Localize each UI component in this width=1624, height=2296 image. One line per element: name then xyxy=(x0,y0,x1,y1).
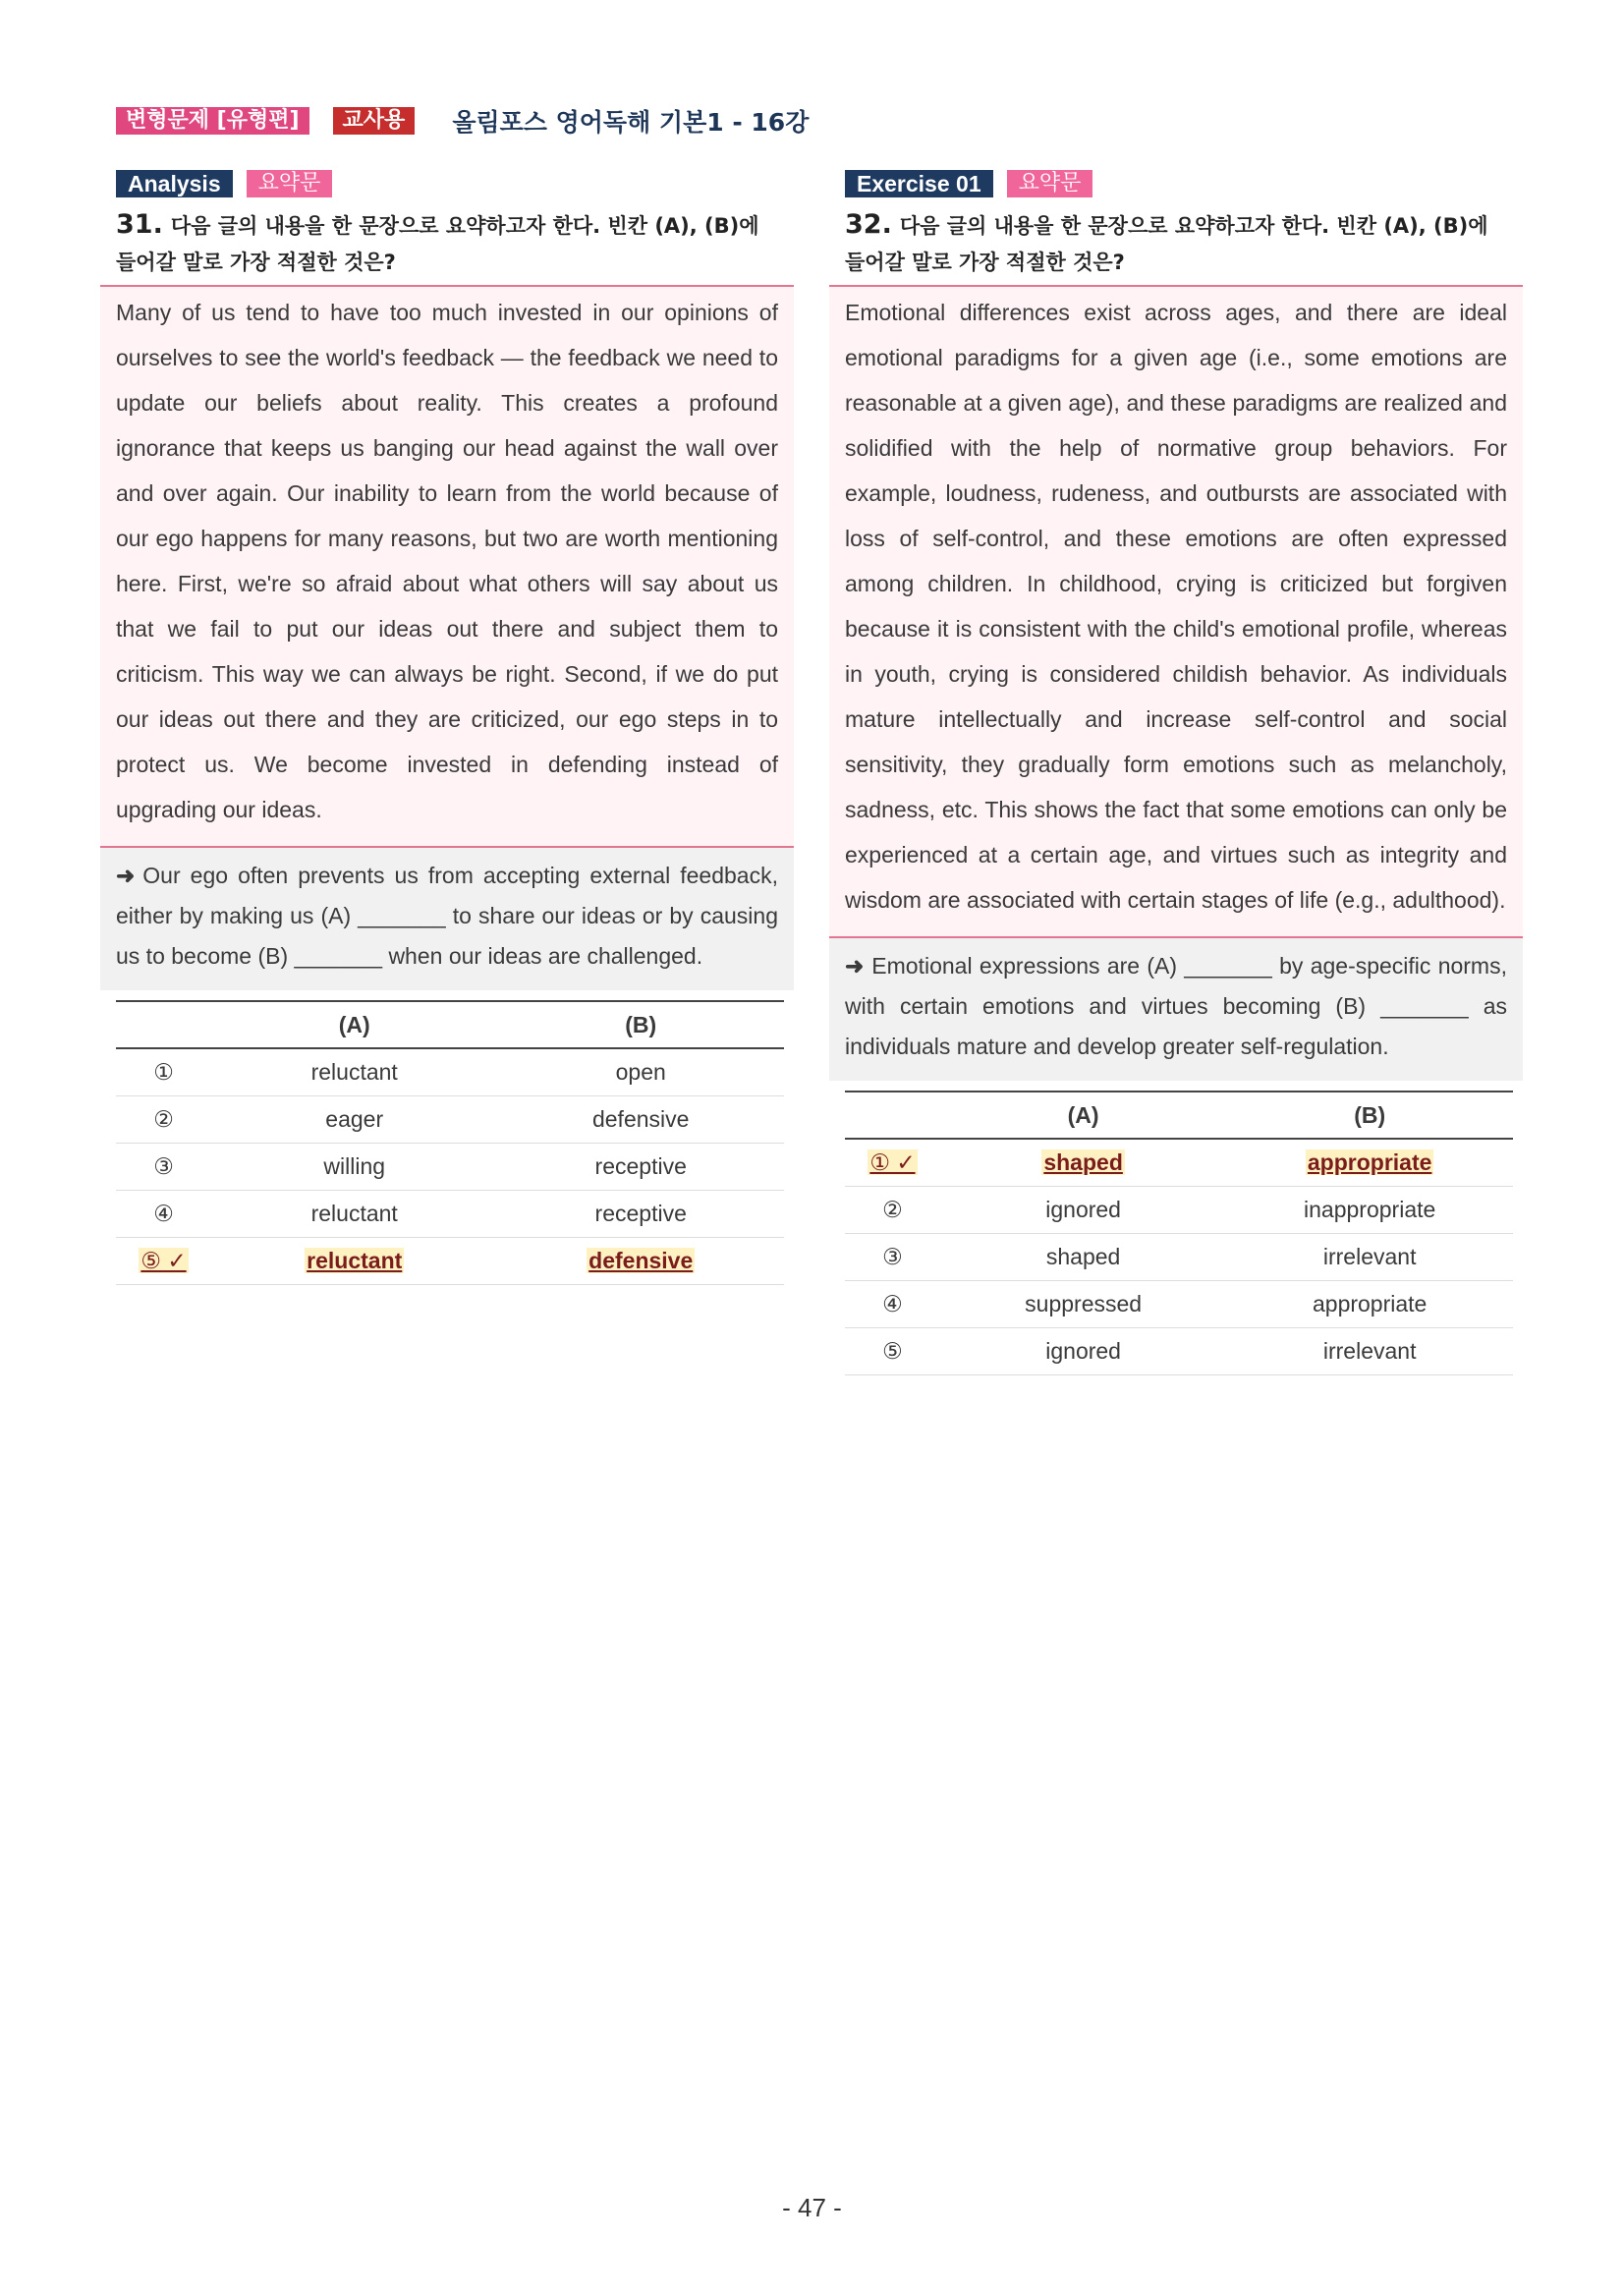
choices-header xyxy=(116,1001,784,1048)
type-tag: 요약문 xyxy=(1007,170,1093,197)
choice-a: shaped xyxy=(940,1234,1226,1281)
type-tag: 요약문 xyxy=(247,170,333,197)
choice-row[interactable] xyxy=(116,1144,784,1191)
right-column xyxy=(845,169,1539,1375)
choice-a: suppressed xyxy=(940,1281,1226,1328)
choice-row[interactable] xyxy=(845,1187,1513,1234)
question-stem xyxy=(845,206,1539,281)
category-tag: 변형문제 [유형편] xyxy=(116,107,309,135)
passage: Many of us tend to have too much invested in our opinions of ourselves to see the world's feedback — the feedback we need to update our beliefs about reality. This creates a profound ignorance that keeps us banging our head against the wall over and over again. Our inability to learn from the world because of our ego happens for many reasons, but two are worth mentioning here. First, we're so afraid about what others will say about us that we fail to put our ideas out there and subject them to criticism. This way we can always be right. Second, if we do put our ideas out there and they are criticized, our ego steps in to protect us. We become invested in defending instead of upgrading our ideas. xyxy=(100,285,794,848)
arrow-icon: ➜ xyxy=(116,863,136,888)
page-number: - 47 - xyxy=(782,2193,842,2222)
choice-a: eager xyxy=(211,1096,497,1144)
question-label-row xyxy=(116,169,810,198)
choice-b xyxy=(1226,1139,1513,1187)
choice-a xyxy=(211,1238,497,1285)
choice-a xyxy=(940,1139,1226,1187)
choices-table xyxy=(116,1000,784,1285)
page-title: 올림포스 영어독해 기본1 - 16강 xyxy=(452,108,810,137)
analysis-tag: Analysis xyxy=(116,170,233,197)
choice-row-correct[interactable] xyxy=(116,1238,784,1285)
choice-row[interactable] xyxy=(116,1048,784,1096)
choice-b: irrelevant xyxy=(1226,1234,1513,1281)
teacher-tag: 교사용 xyxy=(333,107,416,135)
exercise-tag: Exercise 01 xyxy=(845,170,993,197)
choice-b: open xyxy=(497,1048,784,1096)
choice-b: receptive xyxy=(497,1144,784,1191)
choice-row[interactable] xyxy=(116,1096,784,1144)
choice-b: irrelevant xyxy=(1226,1328,1513,1375)
choice-a: ignored xyxy=(940,1328,1226,1375)
choice-a: reluctant xyxy=(211,1048,497,1096)
header-num xyxy=(116,1001,211,1048)
choice-row[interactable] xyxy=(116,1191,784,1238)
arrow-icon: ➜ xyxy=(845,953,865,979)
choices-header xyxy=(845,1092,1513,1139)
choice-a: willing xyxy=(211,1144,497,1191)
correct-answer-b: appropriate xyxy=(1307,1149,1432,1175)
choice-number: ② xyxy=(116,1096,211,1144)
choice-number: ① xyxy=(116,1048,211,1096)
correct-mark: ① ✓ xyxy=(869,1149,916,1175)
correct-answer-a: reluctant xyxy=(307,1248,403,1273)
header-b: (B) xyxy=(497,1001,784,1048)
correct-mark: ⑤ ✓ xyxy=(140,1248,187,1273)
choice-row-correct[interactable] xyxy=(845,1139,1513,1187)
summary-box xyxy=(829,938,1523,1081)
choice-b: receptive xyxy=(497,1191,784,1238)
choice-number: ④ xyxy=(845,1281,940,1328)
choice-number: ④ xyxy=(116,1191,211,1238)
header-a: (A) xyxy=(940,1092,1226,1139)
question-text: 다음 글의 내용을 한 문장으로 요약하고자 한다. 빈칸 (A), (B)에 들어갈 말로 가장 적절한 것은? xyxy=(845,214,1488,274)
summary-box xyxy=(100,848,794,990)
correct-answer-a: shaped xyxy=(1043,1149,1123,1175)
header-num xyxy=(845,1092,940,1139)
summary-text: Our ego often prevents us from accepting external feedback, either by making us (A) _______ to share our ideas or by causing us to become (B) _______ when our ideas are challenged. xyxy=(116,863,778,969)
choices-table xyxy=(845,1091,1513,1375)
left-column xyxy=(116,169,810,1285)
question-text: 다음 글의 내용을 한 문장으로 요약하고자 한다. 빈칸 (A), (B)에 들어갈 말로 가장 적절한 것은? xyxy=(116,214,759,274)
choice-number: ② xyxy=(845,1187,940,1234)
choice-b: appropriate xyxy=(1226,1281,1513,1328)
question-number: 31. xyxy=(116,209,163,240)
passage: Emotional differences exist across ages, and there are ideal emotional paradigms for a given age (i.e., some emotions are reasonable at a given age), and these paradigms are realized and solidified with the help of normative group behaviors. For example, loudness, rudeness, and outbursts are associated with loss of self-control, and these emotions are often expressed among children. In childhood, crying is criticized but forgiven because it is consistent with the child's emotional profile, whereas in youth, crying is considered childish behavior. As individuals mature intellectually and increase self-control and social sensitivity, they gradually form emotions such as melancholy, sadness, etc. This shows the fact that some emotions can only be experienced at a certain age, and virtues such as integrity and wisdom are associated with certain stages of life (e.g., adulthood). xyxy=(829,285,1523,938)
choice-row[interactable] xyxy=(845,1234,1513,1281)
question-label-row xyxy=(845,169,1539,198)
header-a: (A) xyxy=(211,1001,497,1048)
choice-number: ③ xyxy=(116,1144,211,1191)
question-stem xyxy=(116,206,810,281)
choice-number: ⑤ xyxy=(845,1328,940,1375)
choice-b xyxy=(497,1238,784,1285)
correct-answer-b: defensive xyxy=(588,1248,694,1273)
choice-row[interactable] xyxy=(845,1328,1513,1375)
choice-number: ③ xyxy=(845,1234,940,1281)
choice-b: defensive xyxy=(497,1096,784,1144)
page-header xyxy=(116,104,809,138)
summary-text: Emotional expressions are (A) _______ by age-specific norms, with certain emotions and virtues becoming (B) _______ as individuals mature and develop greater self-regulation. xyxy=(845,953,1507,1059)
header-b: (B) xyxy=(1226,1092,1513,1139)
choice-number xyxy=(845,1139,940,1187)
choice-b: inappropriate xyxy=(1226,1187,1513,1234)
choice-row[interactable] xyxy=(845,1281,1513,1328)
choice-a: reluctant xyxy=(211,1191,497,1238)
choice-number xyxy=(116,1238,211,1285)
choice-a: ignored xyxy=(940,1187,1226,1234)
question-number: 32. xyxy=(845,209,892,240)
